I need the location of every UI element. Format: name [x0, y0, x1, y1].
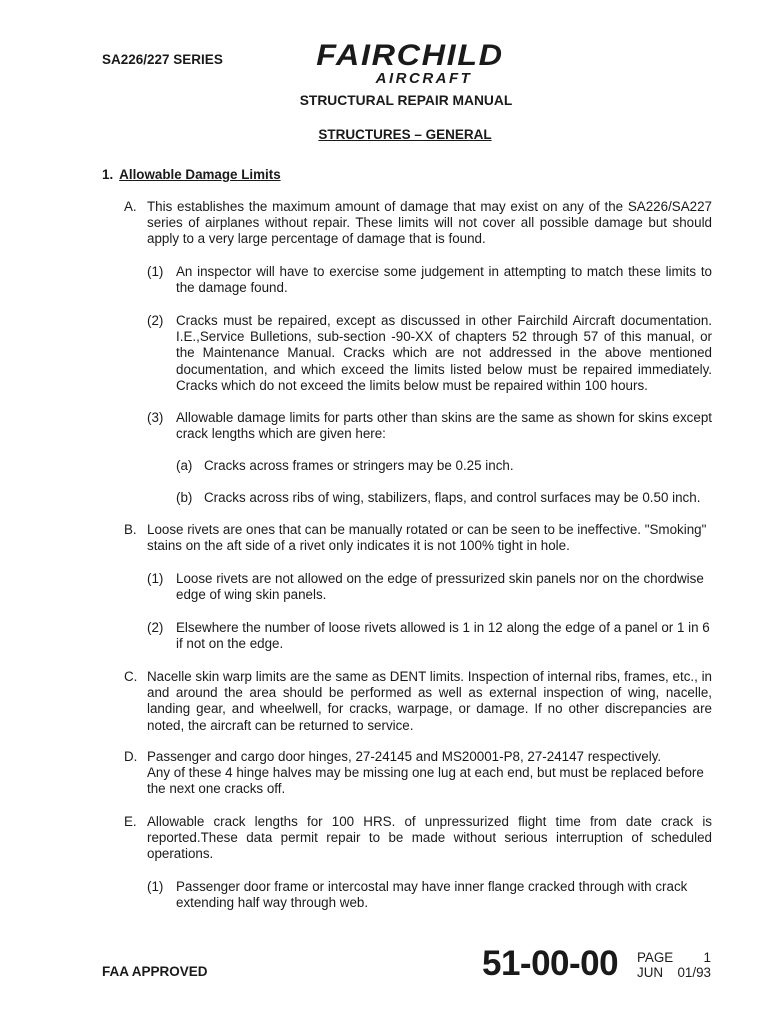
paragraph-label: D.	[124, 749, 138, 764]
paragraph-label: (a)	[176, 458, 193, 473]
paragraph-label: E.	[124, 814, 137, 829]
section-heading	[102, 167, 281, 182]
page-label: PAGE	[637, 950, 674, 965]
paragraph-b1: Loose rivets are not allowed on the edge of pressurized skin panels nor on the chordwise edge of wing skin panels.	[176, 571, 704, 603]
paragraph-a1: An inspector will have to exercise some judgement in attempting to match these limits to the damage found.	[176, 264, 712, 296]
paragraph-label: (1)	[147, 264, 164, 279]
faa-approved-label: FAA APPROVED	[102, 964, 208, 979]
page-number: 1	[703, 950, 711, 965]
series-label: SA226/227 SERIES	[102, 52, 223, 67]
paragraph-b: Loose rivets are ones that can be manually rotated or can be seen to be ineffective. "Smoking" stains on the aft side of a rivet only indicates it is not 100% tight in hole.	[147, 522, 707, 554]
paragraph-label: B.	[124, 522, 137, 537]
paragraph-label: (1)	[147, 879, 164, 894]
paragraph-a3a: Cracks across frames or stringers may be 0.25 inch.	[204, 458, 514, 473]
logo-sub-text: AIRCRAFT	[375, 70, 473, 87]
section-heading-title: Allowable Damage Limits	[119, 167, 281, 182]
paragraph-a2: Cracks must be repaired, except as discussed in other Fairchild Aircraft documentation. I.E.,Service Bulletions, sub-section -90-XX of chapters 52 through 57 of this manual, or the Maintenance Manual. Cracks which are not addressed in the above mentioned documentation, and which exceed the limits listed below must be repaired immediately. Cracks which do not exceed the limits below must be repaired within 100 hours.	[176, 313, 712, 393]
paragraph-a3: Allowable damage limits for parts other than skins are the same as shown for skins except crack lengths which are given here:	[176, 410, 712, 442]
paragraph-d-line1: Passenger and cargo door hinges, 27-24145 and MS20001-P8, 27-24147 respectively.	[147, 749, 662, 764]
manual-title: STRUCTURAL REPAIR MANUAL	[299, 93, 513, 108]
paragraph-label: (2)	[147, 313, 164, 328]
paragraph-e1: Passenger door frame or intercostal may have inner flange cracked through with crack extending half way through web.	[176, 879, 688, 911]
paragraph-label: (3)	[147, 410, 164, 425]
paragraph-e: Allowable crack lengths for 100 HRS. of unpressurized flight time from date crack is reported.These data permit repair to be made without serious interruption of scheduled operations.	[147, 814, 712, 862]
paragraph-label: (1)	[147, 571, 164, 586]
paragraph-b2: Elsewhere the number of loose rivets allowed is 1 in 12 along the edge of a panel or 1 in 6 if not on the edge.	[176, 620, 710, 652]
revision-date: 01/93	[677, 965, 711, 980]
chapter-code: 51-00-00	[482, 944, 619, 983]
revision-month: JUN	[637, 965, 664, 980]
paragraph-d-line2: Any of these 4 hinge halves may be missing one lug at each end, but must be replaced before the next one cracks off.	[147, 765, 704, 797]
paragraph-label: A.	[124, 199, 137, 214]
paragraph-label: C.	[124, 669, 138, 684]
paragraph-d	[147, 749, 712, 798]
logo-main-text: FAIRCHILD	[316, 39, 504, 72]
section-number: 1.	[102, 167, 114, 182]
paragraph-c: Nacelle skin warp limits are the same as DENT limits. Inspection of internal ribs, frames, etc., in and around the area should be performed as well as external inspection of wing, nacelle, landing gear, and wheelwell, for cracks, warpage, or damage. If no other discrepancies are noted, the aircraft can be returned to service.	[147, 669, 712, 733]
page-info	[637, 950, 711, 980]
paragraph-label: (b)	[176, 490, 193, 505]
section-title: STRUCTURES – GENERAL	[318, 127, 492, 142]
paragraph-label: (2)	[147, 620, 164, 635]
paragraph-a: This establishes the maximum amount of damage that may exist on any of the SA226/SA227 series of airplanes without repair. These limits will not cover all possible damage but should apply to a very large percentage of damage that is found.	[147, 199, 712, 247]
fairchild-logo	[280, 41, 540, 86]
paragraph-a3b: Cracks across ribs of wing, stabilizers, flaps, and control surfaces may be 0.50 inch.	[204, 490, 701, 505]
